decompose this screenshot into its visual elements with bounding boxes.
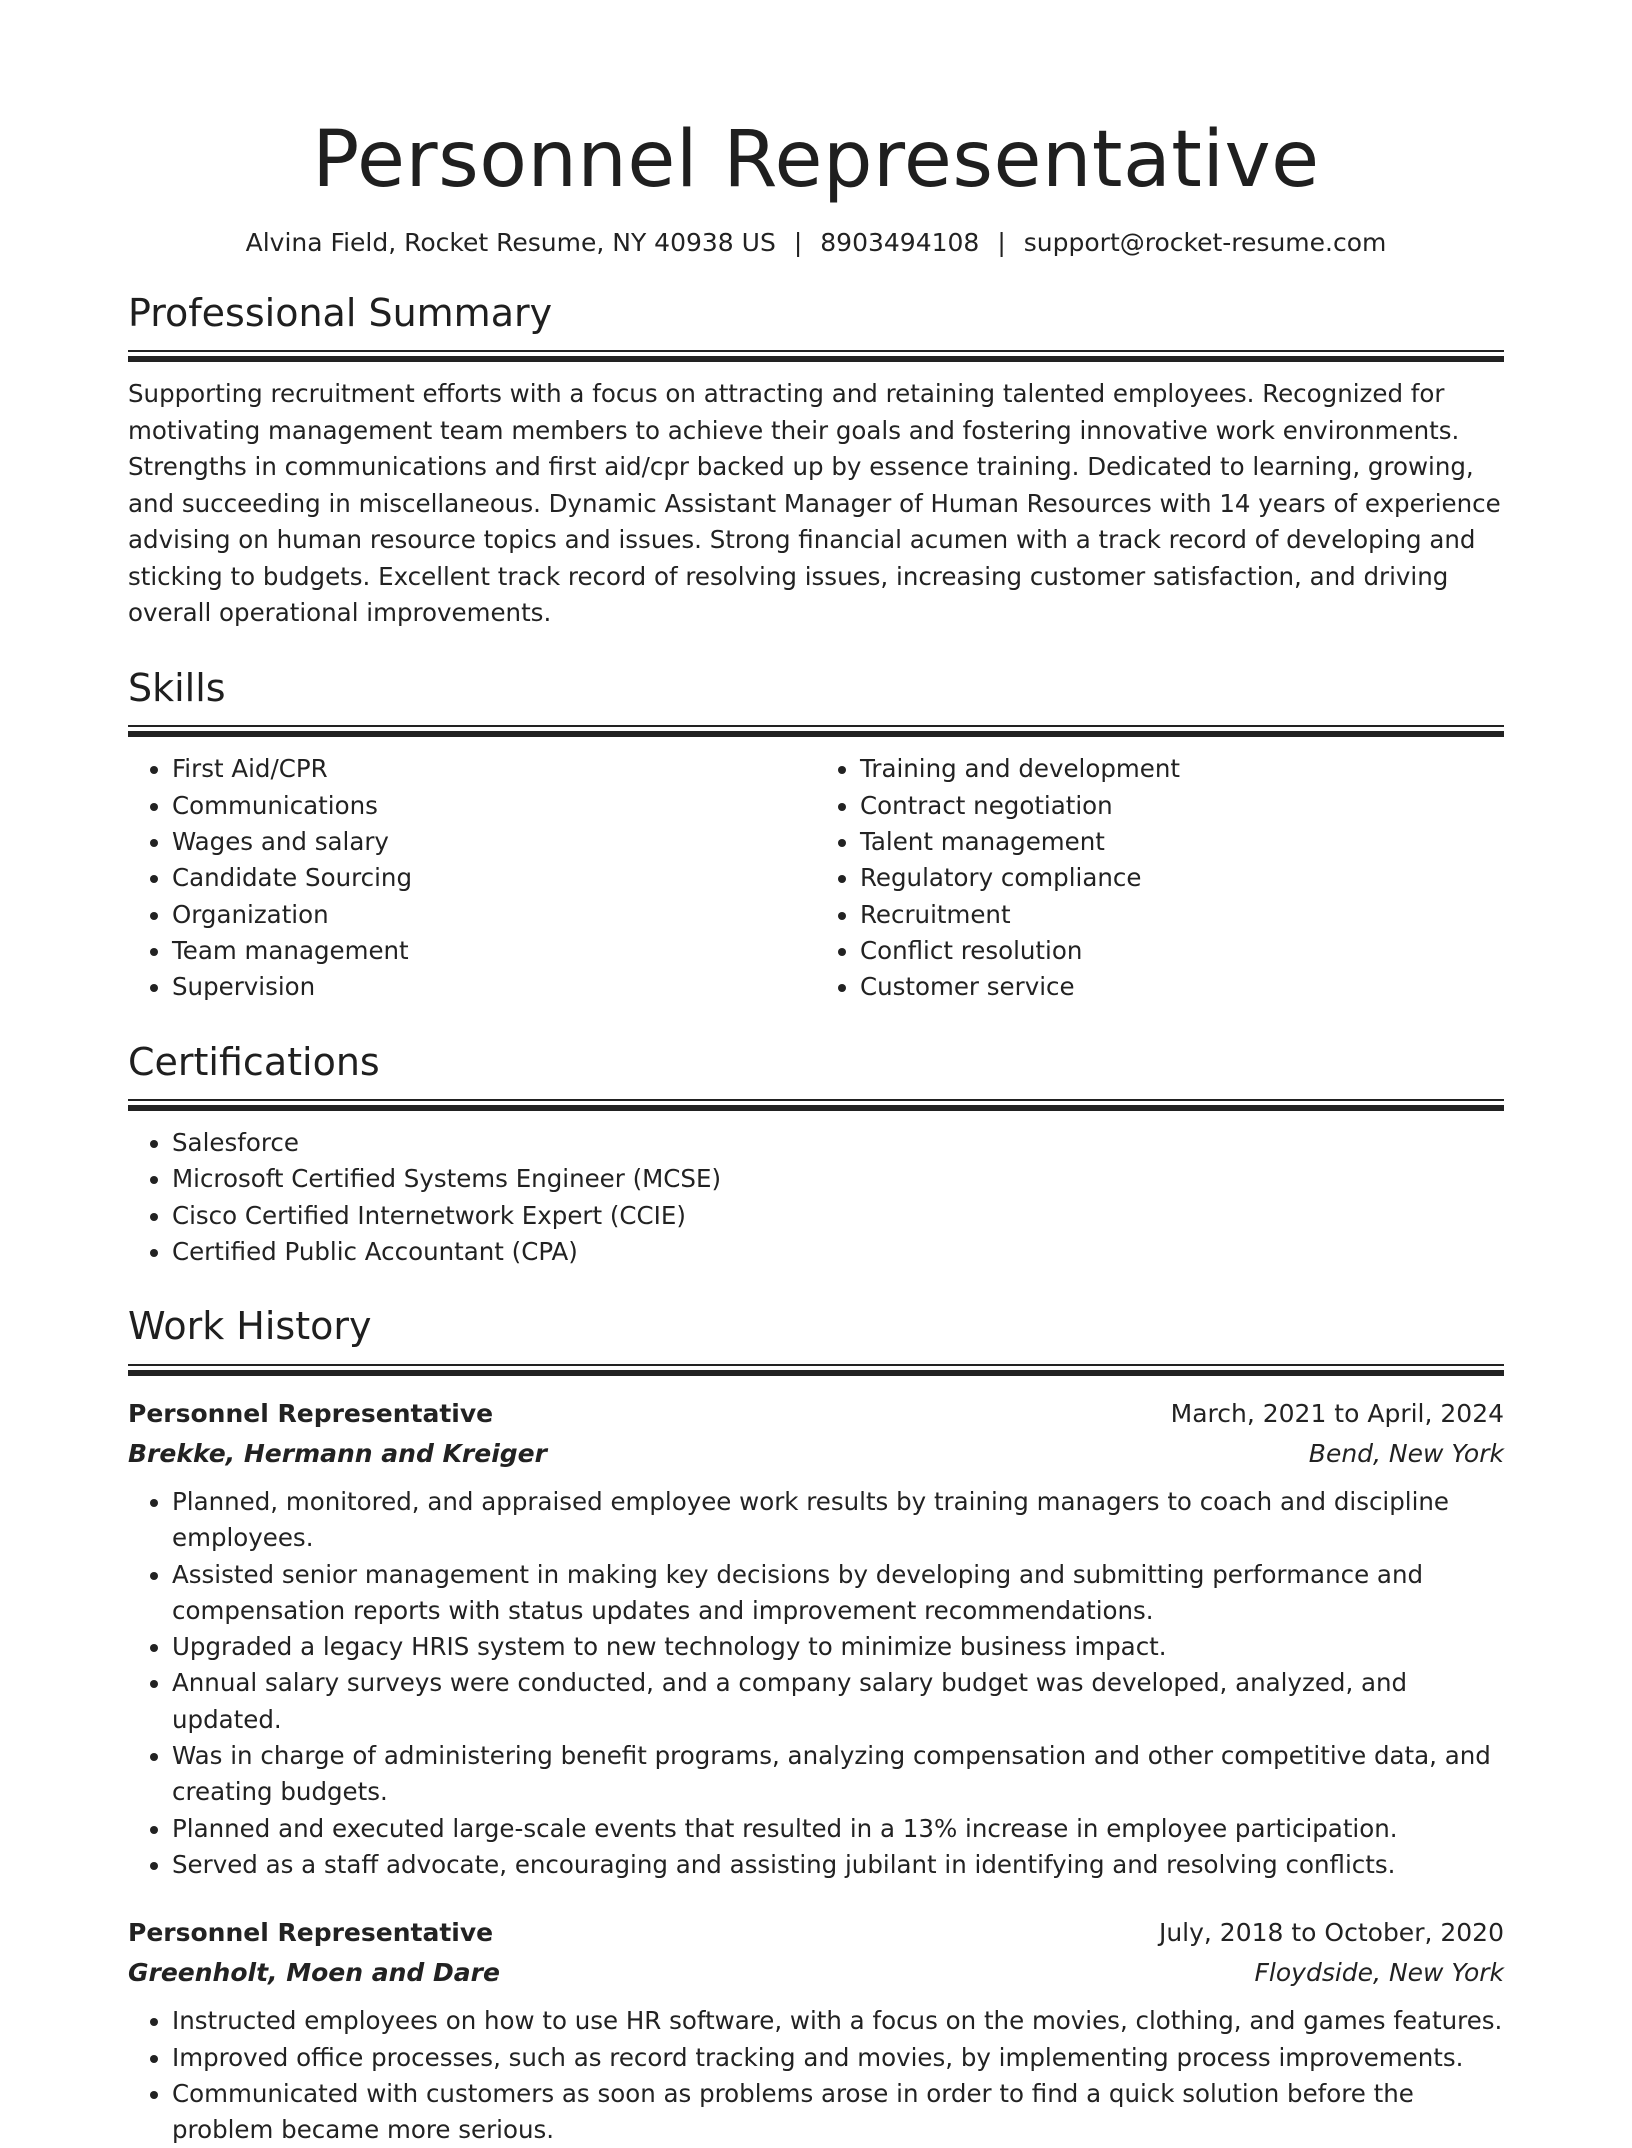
job-bullets	[128, 2003, 1504, 2148]
skill-item: • Communications	[172, 788, 816, 824]
job-company: Brekke, Hermann and Kreiger	[128, 1438, 547, 1468]
skills-section	[128, 666, 1504, 738]
skill-item: • Recruitment	[860, 897, 1504, 933]
job-dates: March, 2021 to April, 2024	[1170, 1398, 1504, 1428]
job-location: Bend, New York	[1308, 1438, 1504, 1468]
job-bullet: • Communicated with customers as soon as problems arose in order to find a quick solution before the problem became more serious.	[172, 2076, 1504, 2148]
work-history-heading: Work History	[128, 1304, 372, 1349]
job-title: Personnel Representative	[128, 1918, 494, 1948]
skill-item: • First Aid/CPR	[172, 751, 816, 787]
certification-item: • Salesforce	[172, 1125, 1504, 1161]
job-entry	[128, 1394, 1504, 1883]
skill-item: • Regulatory compliance	[860, 860, 1504, 896]
skills-list-right	[816, 751, 1504, 1005]
job-bullet: • Annual salary surveys were conducted, and a company salary budget was developed, analyzed, and updated.	[172, 1665, 1504, 1738]
section-divider	[128, 725, 1504, 737]
job-bullet: • Was in charge of administering benefit programs, analyzing compensation and other competitive data, and creating budgets.	[172, 1738, 1504, 1811]
skill-item: • Team management	[172, 933, 816, 969]
job-bullet: • Planned, monitored, and appraised employee work results by training managers to coach and discipline employees.	[172, 1484, 1504, 1557]
certifications-list	[128, 1125, 1504, 1270]
job-company-row	[128, 1434, 1504, 1474]
job-title-row	[128, 1913, 1504, 1953]
job-bullet: • Improved office processes, such as record tracking and movies, by implementing process improvements.	[172, 2040, 1504, 2076]
contact-separator: |	[793, 227, 803, 257]
skill-item: • Contract negotiation	[860, 788, 1504, 824]
job-title-row	[128, 1394, 1504, 1434]
summary-heading: Professional Summary	[128, 290, 553, 335]
skills-heading: Skills	[128, 665, 226, 710]
job-bullet: • Upgraded a legacy HRIS system to new technology to minimize business impact.	[172, 1629, 1504, 1665]
job-bullets	[128, 1484, 1504, 1883]
job-bullet: • Served as a staff advocate, encouraging and assisting jubilant in identifying and resolving conflicts.	[172, 1847, 1504, 1883]
skills-columns	[128, 751, 1504, 1005]
section-divider	[128, 1099, 1504, 1111]
job-company-row	[128, 1953, 1504, 1993]
skills-list-left	[128, 751, 816, 1005]
contact-line	[128, 228, 1504, 257]
job-dates: July, 2018 to October, 2020	[1158, 1918, 1504, 1948]
certifications-heading: Certifications	[128, 1039, 380, 1084]
job-bullet: • Instructed employees on how to use HR software, with a focus on the movies, clothing, and games features.	[172, 2003, 1504, 2039]
contact-address: Alvina Field, Rocket Resume, NY 40938 US	[245, 227, 776, 257]
skill-item: • Supervision	[172, 969, 816, 1005]
skill-item: • Wages and salary	[172, 824, 816, 860]
certifications-section	[128, 1040, 1504, 1112]
summary-text: Supporting recruitment efforts with a focus on attracting and retaining talented employees. Recognized for motivating management team members to achieve their goals and fostering innovative work environments. Strengths in communications and first aid/cpr backed up by essence training. Dedicated to learning, growing, and succeeding in miscellaneous. Dynamic Assistant Manager of Human Resources with 14 years of experience advising on human resource topics and issues. Strong financial acumen with a track record of developing and sticking to budgets. Excellent track record of resolving issues, increasing customer satisfaction, and driving overall operational improvements.	[128, 379, 1501, 628]
certification-item: • Certified Public Accountant (CPA)	[172, 1234, 1504, 1270]
skill-item: • Training and development	[860, 751, 1504, 787]
work-history-section	[128, 1304, 1504, 1376]
section-divider	[128, 1364, 1504, 1376]
skill-item: • Talent management	[860, 824, 1504, 860]
job-entry	[128, 1913, 1504, 2148]
skill-item: • Organization	[172, 897, 816, 933]
skill-item: • Candidate Sourcing	[172, 860, 816, 896]
job-bullet: • Assisted senior management in making key decisions by developing and submitting performance and compensation reports with status updates and improvement recommendations.	[172, 1557, 1504, 1630]
skill-item: • Conflict resolution	[860, 933, 1504, 969]
skill-item: • Customer service	[860, 969, 1504, 1005]
contact-email[interactable]: support@rocket-resume.com	[1023, 227, 1387, 257]
summary-section	[128, 291, 1504, 363]
job-location: Floydside, New York	[1254, 1958, 1504, 1988]
job-title: Personnel Representative	[128, 1398, 494, 1428]
resume-title: Personnel Representative	[312, 115, 1320, 205]
contact-phone: 8903494108	[820, 227, 980, 257]
certification-item: • Microsoft Certified Systems Engineer (MCSE)	[172, 1161, 1504, 1197]
job-bullet: • Planned and executed large-scale events that resulted in a 13% increase in employee participation.	[172, 1811, 1504, 1847]
contact-separator: |	[997, 227, 1006, 257]
job-company: Greenholt, Moen and Dare	[128, 1958, 500, 1988]
certification-item: • Cisco Certified Internetwork Expert (CCIE)	[172, 1198, 1504, 1234]
section-divider	[128, 350, 1504, 362]
